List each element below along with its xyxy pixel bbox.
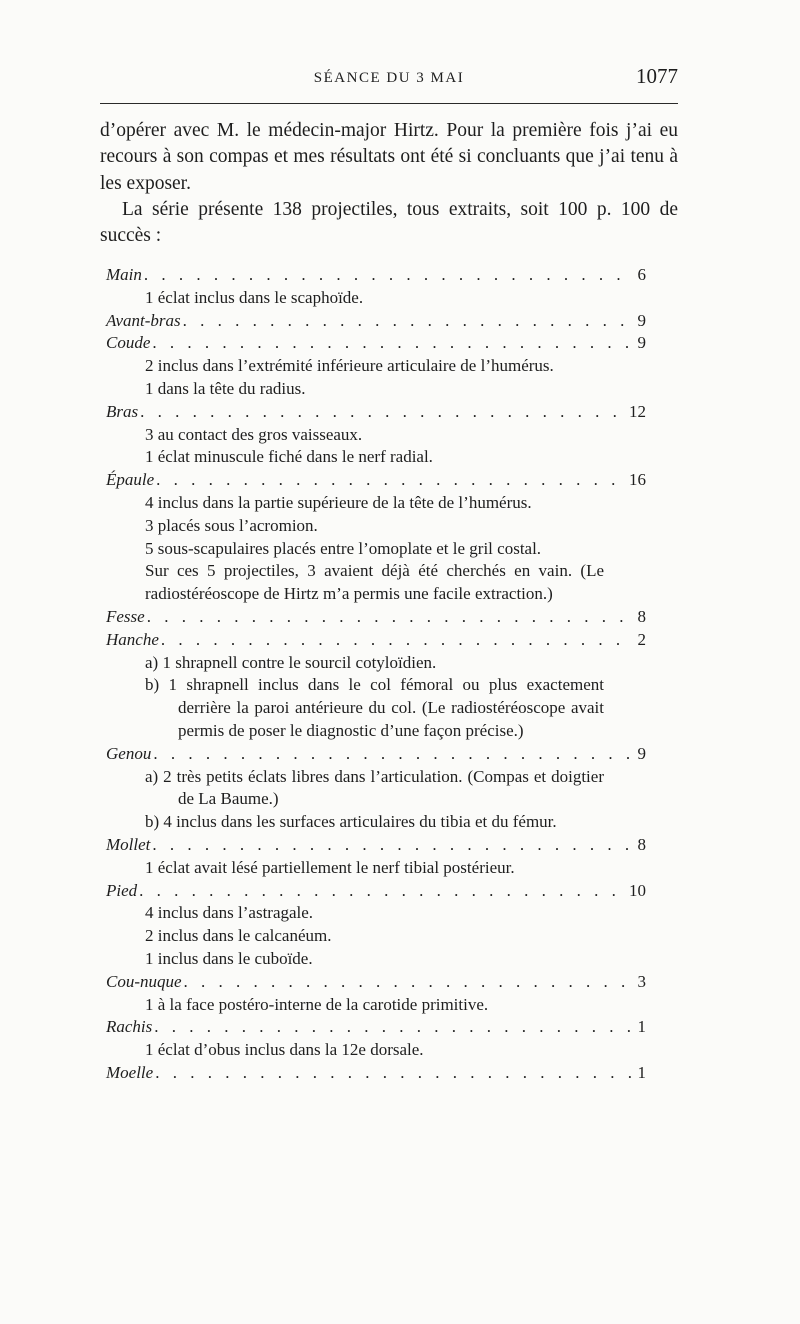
entry-count: 1 [637,1062,646,1082]
header-rule [100,103,678,104]
entry-note: 1 éclat d’obus inclus dans la 12e dorsale. [145,1040,424,1060]
list-item [106,1016,646,1062]
list-item [106,310,646,333]
dot-leader [137,880,629,903]
entry-row [106,606,646,629]
entry-count: 3 [637,971,646,991]
list-item [106,1062,646,1085]
entry-row [106,1062,646,1085]
projectile-list [106,264,646,1085]
entry-note: 4 inclus dans la partie supérieure de la tête de l’humérus. [145,492,532,512]
entry-row [106,834,646,857]
dot-leader [138,401,629,424]
entry-note: a) 1 shrapnell contre le sourcil cotyloïdien. [145,652,437,672]
entry-note: b) 4 inclus dans les surfaces articulaires du tibia et du fémur. [145,812,557,832]
entry-site: Avant-bras [106,310,181,330]
list-item [106,606,646,629]
list-item [106,469,646,606]
entry-row [106,469,646,492]
entry-row [106,332,646,355]
entry-site: Mollet [106,834,151,854]
entry-count: 9 [637,310,646,330]
list-item [106,743,646,834]
dot-leader [182,971,634,994]
entry-site: Hanche [106,629,159,649]
dot-leader [154,469,629,492]
entry-row [106,880,646,903]
entry-row [106,1016,646,1039]
entry-site: Épaule [106,470,155,490]
entry-row [106,971,646,994]
entry-count: 8 [637,606,646,626]
list-item [106,880,646,971]
entry-site: Genou [106,743,152,763]
dot-leader [150,834,634,857]
entry-count: 1 [637,1017,646,1037]
entry-site: Pied [106,880,138,900]
entry-note: 1 éclat avait lésé partiellement le nerf tibial postérieur. [145,857,515,877]
entry-note: a) 2 très petits éclats libres dans l’articulation. (Compas et doigtier de La Baume.) [145,766,604,809]
entry-note: 1 dans la tête du radius. [145,378,306,398]
list-item [106,971,646,1017]
dot-leader [150,332,634,355]
entry-note: 1 éclat inclus dans le scaphoïde. [145,287,364,307]
entry-count: 8 [637,834,646,854]
page-number: 1077 [636,64,678,88]
entry-note: 1 à la face postéro-interne de la carotide primitive. [145,994,489,1014]
entry-row [106,401,646,424]
entry-note: 1 éclat minuscule fiché dans le nerf radial. [145,447,433,467]
page-header [100,64,678,94]
list-item [106,332,646,400]
body-text [100,118,678,249]
dot-leader [151,743,634,766]
entry-site: Bras [106,401,139,421]
entry-note: 4 inclus dans l’astragale. [145,903,314,923]
entry-site: Coude [106,333,151,353]
entry-note: 5 sous-scapulaires placés entre l’omoplate et le gril costal. [145,538,542,558]
entry-note: 2 inclus dans le calcanéum. [145,926,332,946]
entry-row [106,310,646,333]
entry-note: 1 inclus dans le cuboïde. [145,948,313,968]
paragraph: La série présente 138 projectiles, tous extraits, soit 100 p. 100 de succès : [100,198,678,247]
entry-count: 10 [629,880,646,900]
dot-leader [181,310,634,333]
entry-site: Moelle [106,1062,154,1082]
dot-leader [159,629,634,652]
entry-site: Fesse [106,606,145,626]
entry-site: Rachis [106,1017,153,1037]
dot-leader [153,1062,634,1085]
list-item [106,629,646,743]
running-head: SÉANCE DU 3 MAI [313,70,465,86]
entry-note: Sur ces 5 projectiles, 3 avaient déjà été cherchés en vain. (Le radiostéréoscope de Hirtz m’a permis une facile extraction.) [145,561,604,604]
dot-leader [152,1016,634,1039]
entry-count: 9 [637,333,646,353]
list-item [106,834,646,880]
entry-note: b) 1 shrapnell inclus dans le col fémoral ou plus exactement derrière la paroi antérieure du col. (Le radiostéréoscope avait permis de poser le diagnostic d’une façon précise.) [145,675,604,740]
entry-row [106,743,646,766]
entry-count: 2 [637,629,646,649]
entry-note: 2 inclus dans l’extrémité inférieure articulaire de l’humérus. [145,356,554,376]
paragraph: d’opérer avec M. le médecin-major Hirtz. Pour la première fois j’ai eu recours à son compas et mes résultats ont été si concluants que j’ai tenu à les exposer. [100,120,678,194]
entry-site: Cou-nuque [106,971,182,991]
dot-leader [142,264,634,287]
entry-count: 6 [637,265,646,284]
dot-leader [145,606,634,629]
entry-count: 12 [629,401,646,421]
entry-row [106,264,646,287]
entry-note: 3 au contact des gros vaisseaux. [145,424,363,444]
list-item [106,264,646,310]
entry-count: 16 [629,470,646,490]
entry-row [106,629,646,652]
entry-note: 3 placés sous l’acromion. [145,515,318,535]
entry-site: Main [106,265,142,284]
entry-count: 9 [637,743,646,763]
list-item [106,401,646,469]
